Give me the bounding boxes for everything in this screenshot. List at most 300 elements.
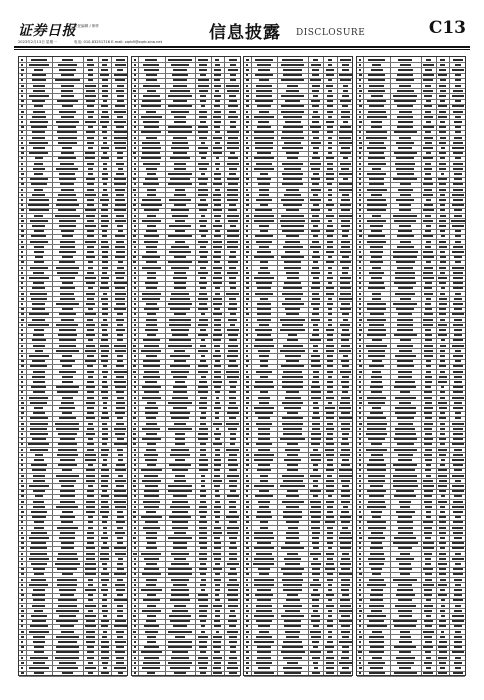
table-cell [55,563,80,565]
table-cell [21,459,23,461]
table-cell [326,428,334,430]
table-cell [144,454,158,456]
table-cell [454,173,463,175]
table-cell [168,126,192,128]
table-cell [452,194,464,196]
table-cell [101,547,109,549]
table-cell [21,100,23,102]
table-cell [147,594,156,596]
table-cell [283,589,303,591]
table-cell [440,157,445,159]
table-cell [454,381,461,383]
table-cell [21,506,23,508]
table-cell [147,636,156,638]
table-cell [134,397,136,399]
table-cell [359,573,362,575]
table-cell [359,506,361,508]
table-cell [393,579,417,581]
table-cell [88,423,94,425]
table-cell [423,547,434,549]
table-cell [133,220,136,222]
table-cell [116,631,124,633]
table-cell [260,230,268,232]
table-cell [227,246,238,248]
table-cell [339,137,351,139]
table-cell [359,194,362,196]
table-cell [117,537,123,539]
table-cell [327,303,333,305]
table-cell [438,324,447,326]
table-cell [394,131,417,133]
table-cell [455,100,462,102]
table-cell [134,475,136,477]
table-cell [246,407,248,409]
table-cell [246,662,248,664]
table-cell [227,147,239,149]
table-cell [341,334,350,336]
table-cell [102,204,108,206]
table-cell [21,495,24,497]
table-cell [57,568,77,570]
table-cell [115,79,125,81]
table-cell [228,620,237,622]
table-cell [199,251,208,253]
table-cell [199,402,207,404]
table-cell [246,537,248,539]
table-cell [88,339,92,341]
table-cell [369,85,385,87]
table-cell [394,495,416,497]
table-cell [440,230,444,232]
table-cell [229,454,237,456]
table-cell [368,475,385,477]
table-cell [400,573,410,575]
table-cell [102,599,107,601]
table-cell [171,209,189,211]
table-cell [281,79,305,81]
table-cell [101,339,108,341]
table-cell [85,225,96,227]
table-cell [372,516,381,518]
table-cell [285,631,300,633]
table-cell [359,527,361,529]
table-cell [311,365,321,367]
table-cell [174,116,185,118]
table-cell [453,339,464,341]
table-cell [227,584,240,586]
table-cell [286,532,299,534]
table-cell [395,293,415,295]
table-cell [440,360,444,362]
table-cell [117,449,123,451]
table-cell [372,657,382,659]
table-cell [425,402,432,404]
table-cell [102,334,108,336]
table-cell [117,542,123,544]
table-cell [171,417,189,419]
table-cell [115,256,125,258]
table-cell [395,381,414,383]
table-cell [400,339,411,341]
table-cell [396,261,415,263]
table-cell [367,100,385,102]
table-cell [371,381,382,383]
table-cell [88,74,93,76]
table-cell [259,246,268,248]
table-cell [359,464,362,466]
table-cell [341,116,349,118]
table-cell [368,438,384,440]
table-cell [283,69,303,71]
table-cell [198,308,208,310]
table-cell [33,568,45,570]
table-cell [400,391,410,393]
table-cell [311,100,319,102]
table-cell [368,287,386,289]
table-cell [229,480,237,482]
table-cell [200,397,207,399]
table-cell [341,225,350,227]
table-cell [327,532,333,534]
table-cell [200,501,206,503]
table-cell [213,672,221,674]
table-cell [213,183,222,185]
table-cell [441,147,445,149]
table-cell [246,194,249,196]
table-cell [313,469,318,471]
table-cell [227,527,239,529]
table-cell [200,547,207,549]
table-cell [423,220,433,222]
table-cell [440,511,445,513]
table-cell [327,235,334,237]
table-cell [439,246,447,248]
table-cell [397,589,413,591]
table-cell [198,79,209,81]
table-cell [198,163,209,165]
table-cell [253,563,274,565]
table-cell [133,345,136,347]
table-cell [85,615,96,617]
table-cell [424,490,433,492]
table-cell [439,126,446,128]
table-cell [199,469,208,471]
table-cell [454,298,461,300]
table-cell [439,95,446,97]
table-cell [259,631,270,633]
table-cell [21,204,23,206]
table-cell [174,121,186,123]
table-cell [454,178,462,180]
table-cell [455,553,461,555]
table-cell [394,438,417,440]
table-cell [101,241,108,243]
table-cell [453,501,463,503]
table-cell [29,64,49,66]
table-cell [103,168,107,170]
table-cell [286,313,299,315]
table-cell [313,412,319,414]
table-cell [134,620,136,622]
table-cell [260,173,269,175]
table-cell [440,443,445,445]
table-cell [367,209,387,211]
table-cell [198,298,208,300]
table-cell [133,516,136,518]
table-cell [440,397,444,399]
table-cell [118,261,123,263]
table-cell [426,100,431,102]
table-cell [282,303,304,305]
table-cell [339,298,352,300]
table-cell [199,511,206,513]
table-cell [229,277,236,279]
table-cell [228,209,237,211]
table-cell [311,209,320,211]
table-cell [134,610,136,612]
table-cell [214,95,220,97]
table-cell [339,183,352,185]
table-cell [21,516,23,518]
table-cell [341,209,350,211]
table-cell [147,334,157,336]
table-cell [246,521,248,523]
table-cell [215,230,220,232]
table-cell [425,579,432,581]
table-cell [173,85,187,87]
table-cell [88,261,94,263]
table-cell [103,594,107,596]
table-cell [313,371,319,373]
table-cell [340,287,352,289]
table-cell [282,376,303,378]
table-cell [34,521,44,523]
table-cell [101,454,108,456]
table-cell [174,313,187,315]
table-cell [311,563,321,565]
table-cell [393,475,417,477]
table-cell [227,230,239,232]
table-cell [88,173,93,175]
table-cell [143,662,161,664]
table-cell [145,178,158,180]
table-cell [341,625,350,627]
table-cell [201,485,205,487]
table-cell [246,183,248,185]
table-cell [426,464,431,466]
table-cell [103,293,107,295]
table-cell [101,69,108,71]
table-cell [101,116,109,118]
table-cell [59,261,75,263]
table-cell [34,69,43,71]
table-cell [246,516,249,518]
table-cell [454,579,462,581]
table-cell [441,339,445,341]
table-cell [283,246,303,248]
table-cell [29,485,49,487]
table-cell [441,459,445,461]
table-cell [118,475,123,477]
table-cell [147,402,156,404]
table-cell [144,241,158,243]
table-cell [340,371,350,373]
table-cell [282,324,303,326]
table-cell [33,490,46,492]
table-cell [198,241,208,243]
table-cell [85,209,96,211]
table-cell [326,412,334,414]
table-cell [394,646,416,648]
table-cell [254,386,274,388]
table-cell [230,121,236,123]
table-cell [146,168,157,170]
table-cell [339,537,351,539]
table-cell [114,209,126,211]
table-cell [452,547,464,549]
table-cell [198,272,208,274]
table-row [19,671,127,677]
table-cell [32,79,46,81]
table-cell [339,350,351,352]
table-cell [115,199,126,201]
table-cell [287,594,298,596]
table-cell [147,173,155,175]
table-cell [215,516,219,518]
table-cell [359,334,361,336]
table-cell [32,100,45,102]
table-cell [286,391,299,393]
table-cell [342,459,349,461]
table-cell [439,553,445,555]
table-cell [254,220,274,222]
table-cell [282,423,304,425]
table-cell [172,215,188,217]
table-cell [341,423,350,425]
table-cell [227,199,238,201]
table-cell [101,641,109,643]
table-cell [114,573,126,575]
table-cell [359,547,361,549]
table-cell [86,100,95,102]
table-cell [453,189,464,191]
table-cell [395,469,415,471]
table-cell [21,662,23,664]
table-cell [423,631,434,633]
table-cell [397,417,414,419]
table-cell [101,350,109,352]
table-cell [173,137,186,139]
table-cell [393,303,417,305]
table-cell [85,152,95,154]
table-cell [61,90,73,92]
table-cell [371,568,381,570]
table-cell [173,79,187,81]
table-cell [341,339,349,341]
table-cell [213,641,221,643]
table-cell [21,371,23,373]
table-cell [21,152,24,154]
table-cell [312,605,319,607]
table-cell [282,381,302,383]
table-cell [230,74,236,76]
table-cell [101,589,108,591]
table-cell [342,235,348,237]
table-cell [21,334,23,336]
table-cell [371,511,381,513]
table-cell [199,293,207,295]
table-cell [325,407,334,409]
table-cell [359,147,362,149]
table-cell [102,256,108,258]
table-cell [310,454,321,456]
table-cell [200,490,206,492]
table-cell [21,480,23,482]
table-cell [214,537,220,539]
table-cell [115,506,126,508]
table-cell [424,532,432,534]
table-cell [169,324,191,326]
table-cell [394,282,416,284]
table-cell [246,568,248,570]
table-cell [326,350,335,352]
table-cell [115,641,126,643]
table-cell [246,376,249,378]
table-cell [327,105,334,107]
table-cell [440,319,446,321]
table-cell [230,651,236,653]
table-cell [146,111,156,113]
table-cell [439,111,446,113]
table-cell [175,381,186,383]
table-cell [246,631,249,633]
table-cell [28,324,49,326]
table-cell [328,64,332,66]
table-cell [258,428,269,430]
table-cell [134,173,137,175]
table-cell [425,142,432,144]
table-cell [21,157,23,159]
table-cell [87,251,93,253]
table-cell [141,553,161,555]
table-cell [87,412,95,414]
table-cell [453,246,463,248]
table-cell [246,272,248,274]
table-cell [60,532,75,534]
table-cell [424,428,432,430]
table-cell [146,324,157,326]
table-cell [425,625,433,627]
table-cell [359,620,362,622]
table-cell [146,251,157,253]
table-cell [173,407,187,409]
table-cell [118,672,123,674]
table-cell [100,74,109,76]
table-cell [32,225,45,227]
table-cell [59,662,76,664]
table-cell [144,625,158,627]
table-cell [282,646,303,648]
table-cell [30,178,48,180]
table-cell [21,59,23,61]
table-cell [87,319,93,321]
table-cell [229,537,237,539]
table-cell [455,230,460,232]
table-cell [59,329,76,331]
table-cell [311,178,320,180]
table-cell [246,433,249,435]
table-cell [114,490,127,492]
